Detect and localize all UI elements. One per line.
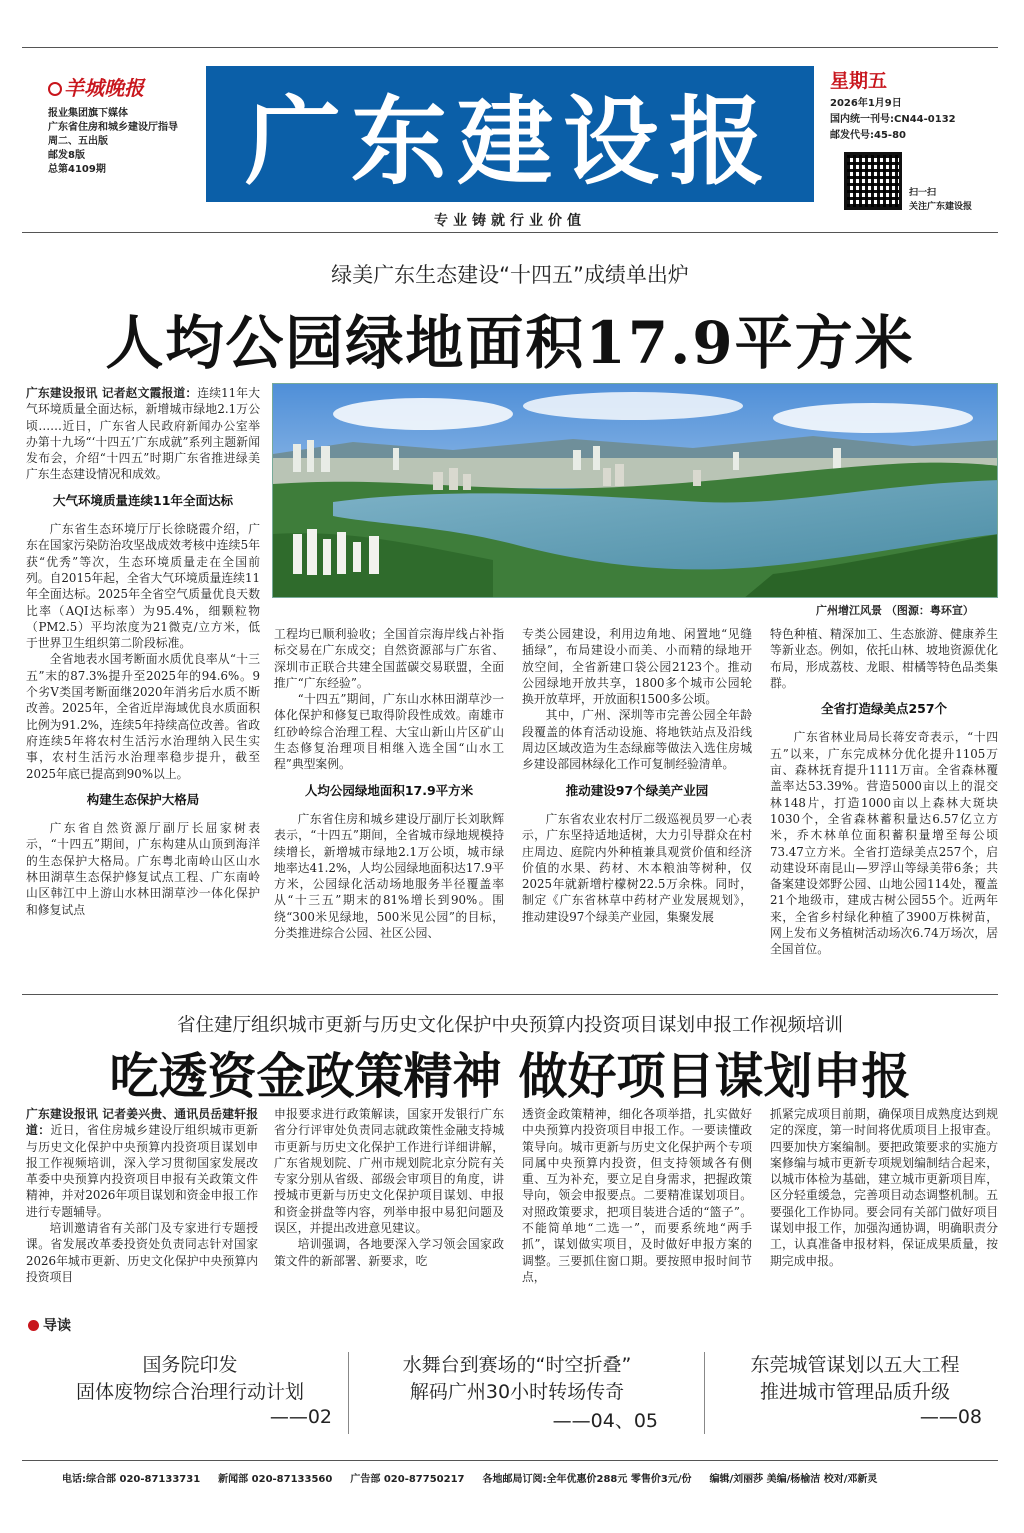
footer-rule xyxy=(22,1460,998,1461)
second-kicker: 省住建厅组织城市更新与历史文化保护中央预算内投资项目谋划申报工作视频培训 xyxy=(176,1015,843,1036)
subhead: 全省打造绿美点257个 xyxy=(820,701,948,717)
group-logo: 羊城晚报 xyxy=(48,72,144,101)
lead-column-3 xyxy=(522,626,752,925)
guide-line: 固体废物综合治理行动计划 xyxy=(75,1381,304,1403)
guide-item-2[interactable] xyxy=(362,1352,672,1433)
guide-line: 东莞城管谋划以五大工程 xyxy=(750,1354,960,1376)
second-column-3 xyxy=(522,1106,752,1285)
lead-column-4 xyxy=(770,626,998,958)
second-column-2 xyxy=(274,1106,504,1269)
lead-headline: 人均公园绿地面积17.9平方米 xyxy=(105,309,915,377)
lead-kicker: 绿美广东生态建设“十四五”成绩单出炉 xyxy=(331,263,689,287)
byline: 广东建设报讯 记者姜兴贵、通讯员岳建轩报道： xyxy=(26,1107,258,1138)
bullet-dot-icon xyxy=(28,1320,39,1331)
issue-date: 2026年1月9日 xyxy=(830,98,902,109)
paragraph: 广东省自然资源厅副厅长屈家树表示，“十四五”期间，广东构建从山顶到海洋的生态保护大格局。广东粤北南岭山区山水林田湖草生态保护修复试点工程、广东南岭山区韩江中上游山水林田湖草沙一体化保护和修复试点 xyxy=(26,821,260,917)
lead-column-1 xyxy=(26,385,260,918)
paragraph: 抓紧完成项目前期，确保项目成熟度达到规定的深度，第一时间将优质项目上报审查。四要加快方案编制。要把政策要求的实施方案修编与城市更新专项规划编制结合起来，以城市体检为基础，建立城市更新项目库，区分轻重缓急，完善项目动态调整机制。五要强化工作协同。要会同有关部门做好项目谋划申报工作，加强沟通协调，明确职责分工，认真准备申报材料，保证成果质量，按期完成申报。 xyxy=(770,1107,998,1268)
qr-code-icon[interactable] xyxy=(844,152,902,210)
guide-line: 水舞台到赛场的“时空折叠” xyxy=(402,1354,632,1376)
group-info-line: 报业集团旗下媒体 xyxy=(48,108,128,119)
paragraph: 特色种植、精深加工、生态旅游、健康养生等新业态。例如，依托山林、坡地资源优化布局，形成荔枝、龙眼、柑橘等特色品类集群。 xyxy=(770,627,998,690)
paragraph: 其中，广州、深圳等市完善公园全年龄段覆盖的体育活动设施、将地铁站点及沿线周边区域改造为生态绿廊等做法入选住房城乡建设部园林绿化工作可复制经验清单。 xyxy=(522,708,752,772)
paragraph: 广东省农业农村厅二级巡视员罗一心表示，广东坚持适地适树，大力引导群众在村庄周边、庭院内外种植兼具观赏价值和经济价值的水果、药材、木本粮油等树种，仅2025年就新增柠檬树22.5万余株。同时，制定《广东省林草中药材产业发展规划》，推动建设97个绿美产业园，集聚发展 xyxy=(522,811,752,924)
paragraph: 广东省住房和城乡建设厅副厅长刘耿辉表示，“十四五”期间，全省城市绿地规模持续增长，新增城市绿地2.1万公顷，城市绿地率达41.2%，人均公园绿地面积达17.9平方米，公园绿化活动场地服务半径覆盖率从“十三五”期末的81%增长到90%。围绕“300米见绿地，500米见公园”的目标，分类推进综合公园、社区公园、 xyxy=(274,811,504,941)
river-landscape-photo xyxy=(272,383,998,598)
weekday: 星期五 xyxy=(830,70,888,92)
guide-line: 国务院印发 xyxy=(142,1354,238,1376)
subhead: 人均公园绿地面积17.9平方米 xyxy=(304,782,474,798)
paragraph: 全省地表水国考断面水质优良率从“十三五”末的87.3%提升至2025年的94.6%。9个劣V类国考断面继2020年消劣后水质不断改善。2025年，全省近岸海域优良水质面积比例为91.2%，连续5年持续高位改善。省政府连续5年将农村生活污水治理纳入民生实事，农村生活污水治理率稳步提升，截至2025年底已提高到90%以上。 xyxy=(26,652,260,781)
paragraph: 申报要求进行政策解读，国家开发银行广东省分行评审处负责同志就政策性金融支持城市更新与历史文化保护工作进行详细讲解，广东省规划院、广州市规划院北京分院有关专家分别从省级、部级会审项目的角度，讲授城市更新与历史文化保护项目谋划、申报和资金拼盘等内容，列举申报中易犯问题及误区，并提出改进意见建议。 xyxy=(274,1107,504,1236)
paragraph: 近日，省住房城乡建设厅组织城市更新与历史文化保护中央预算内投资项目谋划申报工作视频培训，深入学习贯彻国家发展改革委中央预算内投资项目申报有关政策文件精神，并对2026年项目谋划和资金申报工作进行专题辅导。 xyxy=(26,1123,258,1219)
cn-number: 国内统一刊号:CN44-0132 xyxy=(830,114,956,125)
second-column-1 xyxy=(26,1106,258,1285)
group-info-line: 总第4109期 xyxy=(48,164,106,175)
paragraph: 培训邀请省有关部门及专家进行专题授课。省发展改革委投资处负责同志针对国家2026年城市更新、历史文化保护中央预算内投资项目 xyxy=(26,1221,258,1284)
top-rule xyxy=(22,47,998,48)
guide-label: 导读 xyxy=(28,1315,71,1335)
paragraph: “十四五”期间，广东山水林田湖草沙一体化保护和修复已取得阶段性成效。南雄市红砂岭综合治理工程、大宝山新山片区矿山生态修复治理项目相继入选全国“山水工程”典型案例。 xyxy=(274,692,504,772)
subhead: 推动建设97个绿美产业园 xyxy=(565,782,709,798)
guide-item-3[interactable] xyxy=(720,1352,990,1428)
paragraph: 广东省林业局局长蒋安奇表示，“十四五”以来，广东完成林分优化提升1105万亩、森林抚育提升1111万亩。全省森林覆盖率达53.39%。营造5000亩以上的混交林148片，打造1000亩以上森林大斑块1030个，全省森林蓄积量达6.57亿立方米，乔木林单位面积蓄积量增至每公顷73.47立方米。全省打造绿美点257个，启动建设环南昆山—罗浮山等绿美带6条；共备案建设郊野公园、山地公园114处，覆盖21个地级市，建成古树公园55个。近两年来，全省乡村绿化种植了3900万株树苗，网上发布义务植树活动场次6.74万场次，居全国首位。 xyxy=(770,730,998,957)
guide-page: ——02 xyxy=(269,1406,332,1428)
footer-ads: 广告部 020-87750217 xyxy=(350,1474,465,1485)
section-rule xyxy=(22,994,998,995)
paragraph: 透资金政策精神，细化各项举措，扎实做好中央预算内投资项目申报工作。一要读懂政策导向。城市更新与历史文化保护两个专项同属中央预算内投资，但支持领域各有侧重、互为补充，要立足自身需求，把握政策导向，领会申报要点。二要精准谋划项目。对照政策要求，把项目装进合适的“篮子”。不能简单地“二选一”，而要系统地“两手抓”，谋划做实项目，及时做好申报方案的调整。三要抓住窗口期。要按照申报时间节点， xyxy=(522,1107,752,1284)
guide-page: ——04、05 xyxy=(552,1410,658,1432)
second-column-4 xyxy=(770,1106,998,1269)
lead-column-2 xyxy=(274,626,504,941)
paragraph: 专类公园建设，利用边角地、闲置地“见缝插绿”，布局建设小而美、小而精的绿地开放空间，全省新建口袋公园2123个。推动公园绿地开放共享，1800多个城市公园轮换开放草坪，开放面积1500多公顷。 xyxy=(522,627,752,707)
photo-caption: 广州增江风景 （图源：粤环宣） xyxy=(816,604,974,617)
newspaper-title: 广东建设报 xyxy=(206,66,814,202)
intro-text: 连续11年大气环境质量全面达标，新增城市绿地2.1万公顷……近日，广东省人民政府新闻办公室举办第十九场“‘十四五’广东成就”系列主题新闻发布会，介绍“十四五”时期广东省推进绿美广东生态建设情况和成效。 xyxy=(26,386,260,482)
footer-phone: 电话:综合部 020-87133731 xyxy=(62,1474,201,1485)
second-headline: 吃透资金政策精神 做好项目谋划申报 xyxy=(109,1047,911,1105)
date-info xyxy=(830,96,956,144)
guide-page: ——08 xyxy=(919,1406,982,1428)
group-info xyxy=(48,107,178,177)
footer-subscribe: 各地邮局订阅:全年优惠价288元 零售价3元/份 xyxy=(482,1474,692,1485)
guide-divider xyxy=(348,1352,349,1434)
group-info-line: 广东省住房和城乡建设厅指导 xyxy=(48,122,178,133)
byline: 广东建设报讯 记者赵文霞报道： xyxy=(26,386,198,400)
subhead: 大气环境质量连续11年全面达标 xyxy=(53,492,233,508)
group-info-line: 周二、五出版 xyxy=(48,136,108,147)
paragraph: 工程均已顺利验收；全国首宗海岸线占补指标交易在广东成交；自然资源部与广东省、深圳市正联合共建全国蓝碳交易联盟，全面推广“广东经验”。 xyxy=(274,627,504,690)
footer-editors: 编辑/刘丽莎 美编/杨榆洁 校对/邓新灵 xyxy=(709,1474,878,1485)
group-info-line: 邮发8版 xyxy=(48,150,85,161)
guide-line: 解码广州30小时转场传奇 xyxy=(409,1381,625,1403)
paragraph: 培训强调，各地要深入学习领会国家政策文件的新部署、新要求，吃 xyxy=(274,1237,504,1268)
footer-news: 新闻部 020-87133560 xyxy=(218,1474,333,1485)
subhead: 构建生态保护大格局 xyxy=(86,791,200,807)
masthead-rule xyxy=(22,232,998,233)
postal-code: 邮发代号:45-80 xyxy=(830,130,906,141)
footer xyxy=(62,1470,1002,1485)
qr-caption: 扫一扫 关注广东建设报 xyxy=(909,188,973,212)
guide-divider xyxy=(704,1352,705,1434)
slogan: 专业铸就行业价值 xyxy=(434,213,586,229)
guide-item-1[interactable] xyxy=(40,1352,340,1428)
paragraph: 广东省生态环境厅厅长徐晓霞介绍，广东在国家污染防治攻坚战成效考核中连续5年获“优秀”等次，生态环境质量走在全国前列。自2015年起，全省大气环境质量连续11年全面达标。2025年全省空气质量优良天数比率（AQI达标率）为95.4%，细颗粒物（PM2.5）平均浓度为21微克/立方米，低于世界卫生组织第二阶段标准。 xyxy=(26,522,260,651)
guide-line: 推进城市管理品质升级 xyxy=(759,1381,950,1403)
